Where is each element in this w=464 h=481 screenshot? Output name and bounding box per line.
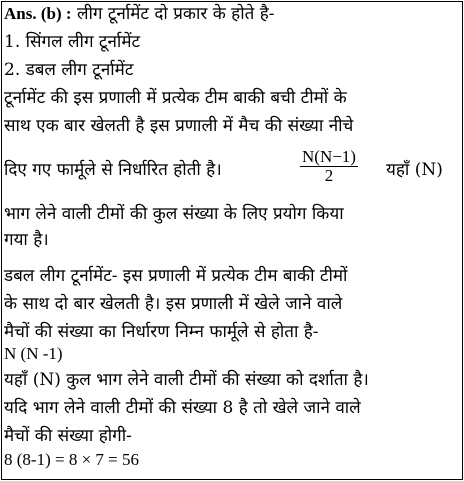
answer-label: Ans. (b) : xyxy=(4,4,72,23)
single-league-text-after-fraction: यहाँ (N) xyxy=(386,160,443,180)
answer-intro-line xyxy=(4,4,274,24)
example-text-line-2: मैचों की संख्या होगी- xyxy=(4,426,132,446)
match-count-fraction xyxy=(300,148,358,185)
double-league-formula: N (N -1) xyxy=(4,344,63,363)
single-league-text-line-4: भाग लेने वाली टीमों की कुल संख्या के लिए प्रयोग किया xyxy=(4,204,344,224)
answer-intro: लीग टूर्नामेंट दो प्रकार के होते है- xyxy=(76,4,275,24)
single-league-text-line-3: दिए गए फार्मूले से निर्धारित होती है। xyxy=(4,160,222,180)
list-item-double-league: 2. डबल लीग टूर्नामेंट xyxy=(4,60,134,80)
double-league-text-line-1: डबल लीग टूर्नामेंट- इस प्रणाली में प्रत्येक टीम बाकी टीमों xyxy=(4,266,348,286)
double-league-text-line-4: यहाँ (N) कुल भाग लेने वाली टीमों की संख्या को दर्शाता है। xyxy=(4,370,369,390)
list-item-single-league: 1. सिंगल लीग टूर्नामेंट xyxy=(4,32,141,52)
fraction-numerator: N(N−1) xyxy=(302,147,356,166)
fraction-denominator: 2 xyxy=(324,166,334,185)
single-league-text-line-1: टूर्नामेंट की इस प्रणाली में प्रत्येक टीम बाकी बची टीमों के xyxy=(4,88,347,108)
example-result: 8 (8-1) = 8 × 7 = 56 xyxy=(4,450,139,469)
single-league-text-line-2: साथ एक बार खेलती है इस प्रणाली में मैच की संख्या नीचे xyxy=(4,116,354,136)
double-league-text-line-2: के साथ दो बार खेलती है। इस प्रणाली में खेले जाने वाले xyxy=(4,294,343,314)
single-league-text-line-5: गया है। xyxy=(4,230,49,250)
example-text-line-1: यदि भाग लेने वाली टीमों की संख्या 8 है तो खेले जाने वाले xyxy=(4,398,361,418)
double-league-text-line-3: मैचों की संख्या का निर्धारण निम्न फार्मूले से होता है- xyxy=(4,322,319,342)
